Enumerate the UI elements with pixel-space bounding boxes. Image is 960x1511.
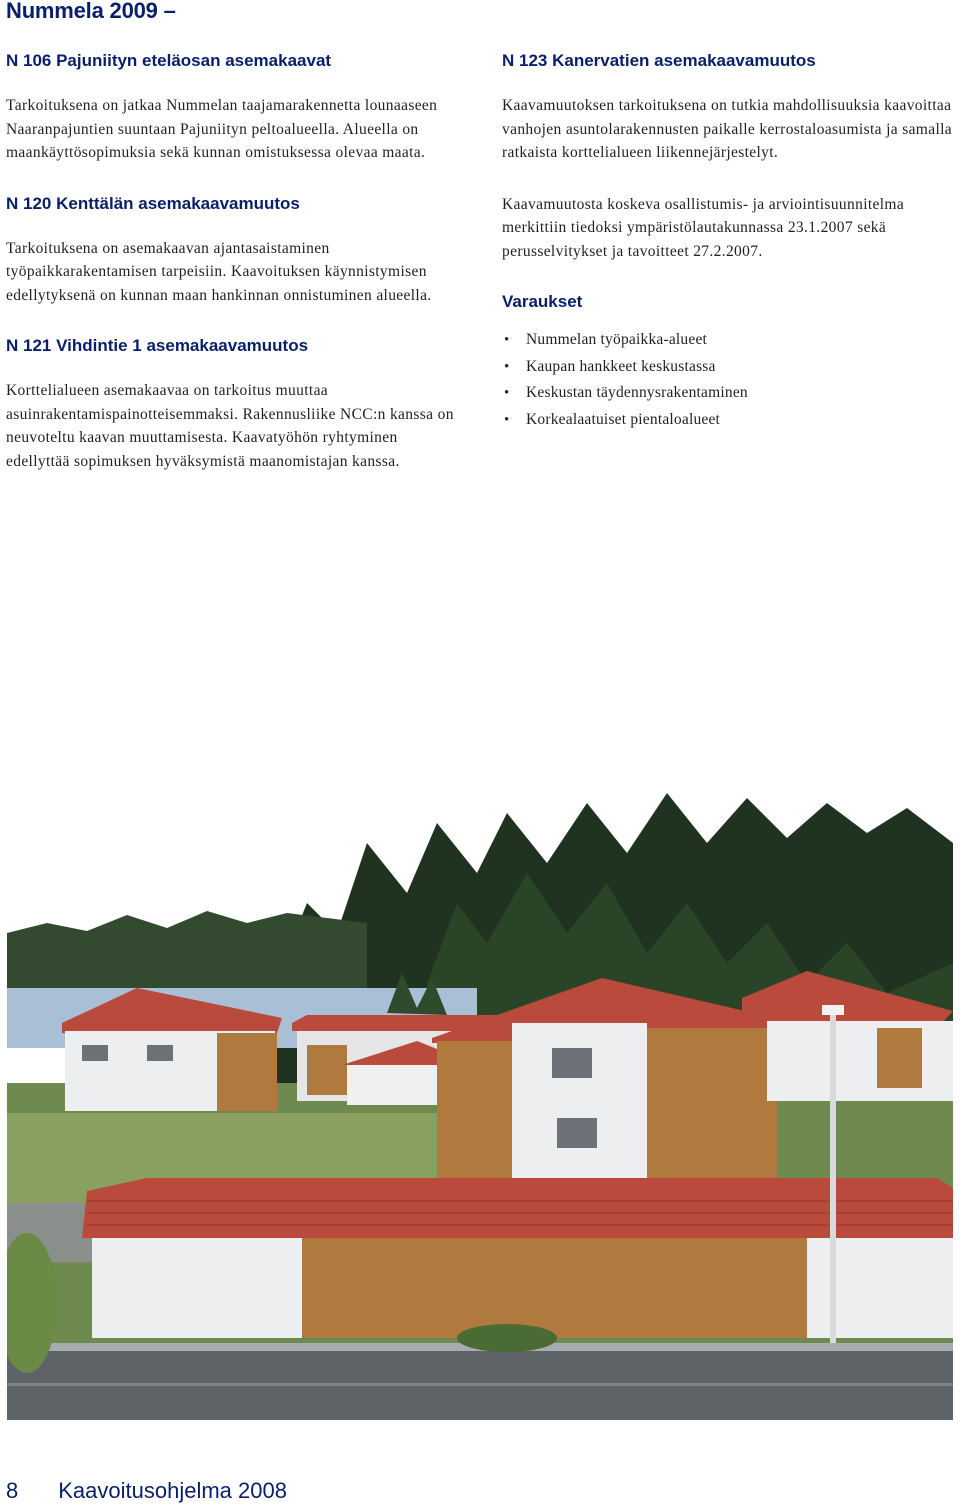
section-n123 [502, 50, 952, 263]
housing-area-photo [7, 783, 953, 1420]
page-number: 8 [6, 1478, 19, 1503]
list-item-text: Kaupan hankkeet keskustassa [526, 357, 716, 375]
list-item-text: Nummelan työpaikka-alueet [526, 331, 708, 348]
bullet-icon: • [504, 385, 510, 401]
section-paragraph: Kaavamuutoksen tarkoituksena on tutkia mahdollisuuksia kaavoittaa vanhojen asuntolarakennusten paikalle kerrostaloasumista ja samalla ratkaista korttelialueen liikennejärjestelyt. [502, 97, 952, 161]
publication-title: Kaavoitusohjelma 2008 [58, 1478, 287, 1503]
reservations-list [502, 327, 952, 433]
section-heading: N 120 Kenttälän asemakaavamuutos [6, 193, 300, 213]
section-heading: N 106 Pajuniityn eteläosan asemakaavat [6, 51, 332, 70]
left-column [6, 50, 456, 501]
section-n121 [6, 335, 456, 473]
list-item-text: Korkealaatuiset pientaloalueet [526, 410, 721, 428]
housing-area-illustration [7, 783, 953, 1420]
section-heading: N 123 Kanervatien asemakaavamuutos [502, 51, 816, 70]
bullet-icon: • [504, 358, 510, 375]
section-paragraph: Korttelialueen asemakaavaa on tarkoitus muuttaa asuinrakentamispainotteisemmaksi. Rakennusliike NCC:n kanssa on neuvoteltu kaavan muuttamisesta. Kaavatyöhön ryhtyminen edellyttää sopimuksen hyväksymistä maanomistajan kanssa. [6, 382, 454, 470]
list-item [502, 407, 952, 434]
section-paragraph: Tarkoituksena on asemakaavan ajantasaistaminen työpaikkarakentamisen tarpeisiin. Kaavoituksen käynnistymisen edellytyksenä on kunnan maan hankinnan onnistuminen alueella. [6, 239, 432, 304]
bullet-icon: • [504, 411, 510, 428]
page-footer [6, 1478, 287, 1504]
section-paragraph: Tarkoituksena on jatkaa Nummelan taajamarakennetta lounaaseen Naaranpajuntien suuntaan Pajuniityn peltoalueella. Alueella on maankäyttösopimuksia sekä kunnan omistuksessa olevaa maata. [6, 97, 438, 161]
reservations-heading: Varaukset [502, 292, 583, 311]
section-n106 [6, 50, 456, 165]
right-column [502, 50, 952, 433]
section-n120 [6, 193, 456, 308]
list-item-text: Keskustan täydennysrakentaminen [526, 384, 748, 401]
running-head: Nummela 2009 – [6, 0, 176, 23]
bullet-icon: • [504, 332, 510, 348]
list-item [502, 327, 952, 354]
list-item [502, 354, 952, 381]
section-heading: N 121 Vihdintie 1 asemakaavamuutos [6, 336, 309, 355]
section-paragraph: Kaavamuutosta koskeva osallistumis- ja arviointisuunnitelma merkittiin tiedoksi ympäristölautakunnassa 23.1.2007 sekä perusselvitykset ja tavoitteet 27.2.2007. [502, 195, 905, 260]
section-reservations [502, 291, 952, 433]
list-item [502, 380, 952, 407]
